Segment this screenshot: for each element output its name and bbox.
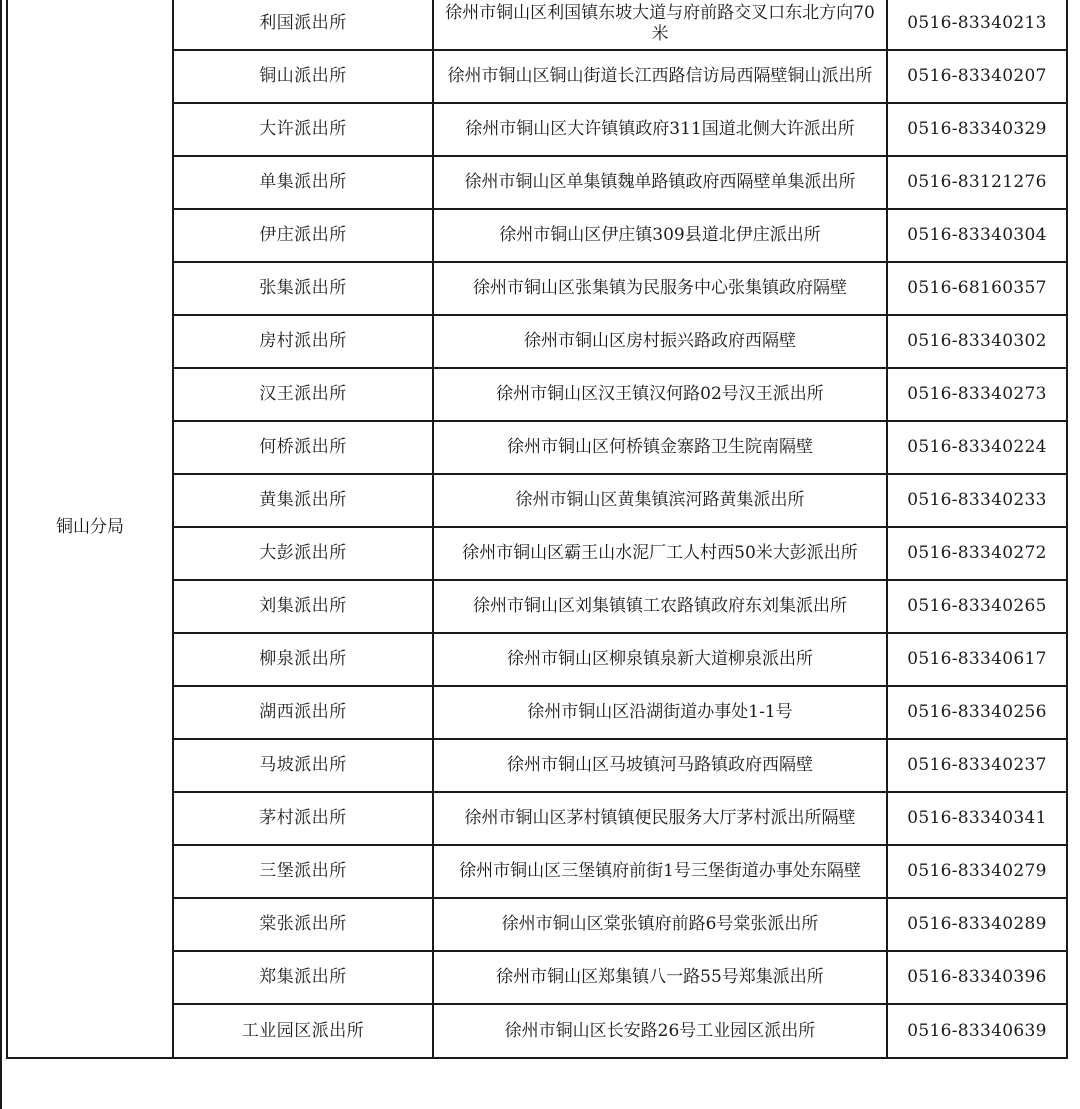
station-name: 大许派出所 xyxy=(173,103,433,156)
station-address: 徐州市铜山区霸王山水泥厂工人村西50米大彭派出所 xyxy=(433,527,887,580)
station-name: 汉王派出所 xyxy=(173,368,433,421)
station-phone: 0516-83340265 xyxy=(887,580,1067,633)
station-name: 柳泉派出所 xyxy=(173,633,433,686)
station-address: 徐州市铜山区刘集镇镇工农路镇政府东刘集派出所 xyxy=(433,580,887,633)
station-name: 马坡派出所 xyxy=(173,739,433,792)
station-phone: 0516-83340279 xyxy=(887,845,1067,898)
station-phone: 0516-83340341 xyxy=(887,792,1067,845)
station-address: 徐州市铜山区单集镇魏单路镇政府西隔壁单集派出所 xyxy=(433,156,887,209)
station-address: 徐州市铜山区房村振兴路政府西隔壁 xyxy=(433,315,887,368)
station-name: 郑集派出所 xyxy=(173,951,433,1004)
station-phone: 0516-83340329 xyxy=(887,103,1067,156)
station-address: 徐州市铜山区伊庄镇309县道北伊庄派出所 xyxy=(433,209,887,262)
station-name: 伊庄派出所 xyxy=(173,209,433,262)
station-name: 工业园区派出所 xyxy=(173,1004,433,1058)
station-phone: 0516-83340302 xyxy=(887,315,1067,368)
station-name: 湖西派出所 xyxy=(173,686,433,739)
station-address: 徐州市铜山区铜山街道长江西路信访局西隔壁铜山派出所 xyxy=(433,50,887,103)
station-address: 徐州市铜山区黄集镇滨河路黄集派出所 xyxy=(433,474,887,527)
police-station-table xyxy=(6,0,1068,1059)
station-phone: 0516-83340639 xyxy=(887,1004,1067,1058)
station-name: 房村派出所 xyxy=(173,315,433,368)
station-address: 徐州市铜山区三堡镇府前街1号三堡街道办事处东隔壁 xyxy=(433,845,887,898)
station-name: 茅村派出所 xyxy=(173,792,433,845)
station-address: 徐州市铜山区汉王镇汉何路02号汉王派出所 xyxy=(433,368,887,421)
station-address: 徐州市铜山区马坡镇河马路镇政府西隔壁 xyxy=(433,739,887,792)
station-phone: 0516-83340237 xyxy=(887,739,1067,792)
station-name: 棠张派出所 xyxy=(173,898,433,951)
station-phone: 0516-83340213 xyxy=(887,0,1067,50)
table-row xyxy=(7,0,1067,50)
station-name: 何桥派出所 xyxy=(173,421,433,474)
station-phone: 0516-83340224 xyxy=(887,421,1067,474)
station-name: 单集派出所 xyxy=(173,156,433,209)
station-name: 刘集派出所 xyxy=(173,580,433,633)
station-address: 徐州市铜山区何桥镇金寨路卫生院南隔壁 xyxy=(433,421,887,474)
station-phone: 0516-68160357 xyxy=(887,262,1067,315)
station-phone: 0516-83340396 xyxy=(887,951,1067,1004)
station-phone: 0516-83340256 xyxy=(887,686,1067,739)
station-address: 徐州市铜山区张集镇为民服务中心张集镇政府隔壁 xyxy=(433,262,887,315)
station-phone: 0516-83340207 xyxy=(887,50,1067,103)
station-name: 大彭派出所 xyxy=(173,527,433,580)
station-name: 张集派出所 xyxy=(173,262,433,315)
district-cell: 铜山分局 xyxy=(7,0,173,1058)
station-phone: 0516-83340617 xyxy=(887,633,1067,686)
station-address: 徐州市铜山区沿湖街道办事处1-1号 xyxy=(433,686,887,739)
station-address: 徐州市铜山区大许镇镇政府311国道北侧大许派出所 xyxy=(433,103,887,156)
station-name: 利国派出所 xyxy=(173,0,433,50)
station-name: 三堡派出所 xyxy=(173,845,433,898)
station-phone: 0516-83121276 xyxy=(887,156,1067,209)
station-phone: 0516-83340272 xyxy=(887,527,1067,580)
station-address: 徐州市铜山区茅村镇镇便民服务大厅茅村派出所隔壁 xyxy=(433,792,887,845)
station-address: 徐州市铜山区棠张镇府前路6号棠张派出所 xyxy=(433,898,887,951)
table-body xyxy=(7,0,1067,1058)
station-name: 铜山派出所 xyxy=(173,50,433,103)
station-address: 徐州市铜山区利国镇东坡大道与府前路交叉口东北方向70米 xyxy=(433,0,887,50)
station-name: 黄集派出所 xyxy=(173,474,433,527)
station-phone: 0516-83340273 xyxy=(887,368,1067,421)
station-address: 徐州市铜山区柳泉镇泉新大道柳泉派出所 xyxy=(433,633,887,686)
station-address: 徐州市铜山区长安路26号工业园区派出所 xyxy=(433,1004,887,1058)
left-edge-border xyxy=(0,0,2,1109)
station-phone: 0516-83340289 xyxy=(887,898,1067,951)
station-phone: 0516-83340304 xyxy=(887,209,1067,262)
station-address: 徐州市铜山区郑集镇八一路55号郑集派出所 xyxy=(433,951,887,1004)
station-phone: 0516-83340233 xyxy=(887,474,1067,527)
